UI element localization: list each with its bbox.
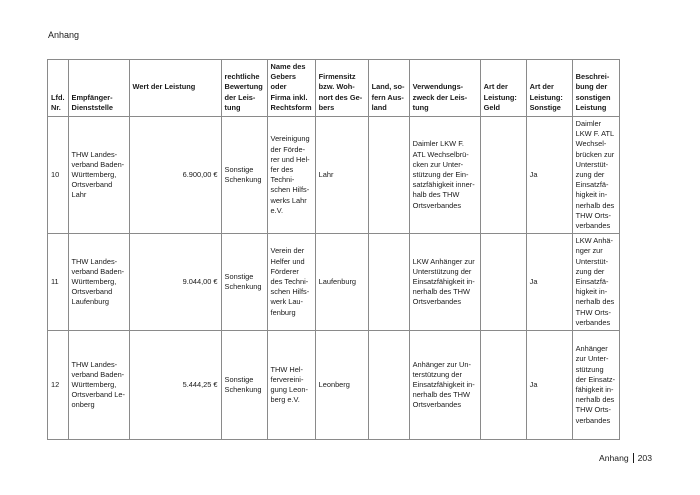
cell-land bbox=[368, 234, 409, 331]
header-art-sonstige: Art der Leistung: Sonstige bbox=[526, 60, 572, 117]
page-footer bbox=[599, 453, 652, 463]
page-header-label: Anhang bbox=[48, 30, 80, 40]
cell-nr: 10 bbox=[48, 117, 69, 234]
header-land: Land, so- fern Aus- land bbox=[368, 60, 409, 117]
header-wert: Wert der Leistung bbox=[129, 60, 221, 117]
cell-land bbox=[368, 117, 409, 234]
table-row bbox=[48, 234, 620, 331]
cell-zweck: Anhänger zur Un- terstützung der Einsatzfähigkeit in- nerhalb des THW Ortsverbandes bbox=[409, 331, 480, 440]
cell-zweck: Daimler LKW F. ATL Wechselbrü- cken zur Unter- stützung der Ein- satzfähigkeit inner- halb des THW Ortsverbandes bbox=[409, 117, 480, 234]
cell-geber: THW Hel- fervereini- gung Leon- berg e.V. bbox=[267, 331, 315, 440]
header-empfaenger: Empfänger- Dienststelle bbox=[68, 60, 129, 117]
donations-table bbox=[47, 59, 620, 440]
header-lfd-nr: Lfd. Nr. bbox=[48, 60, 69, 117]
header-beschreibung: Beschrei- bung der sonstigen Leistung bbox=[572, 60, 619, 117]
header-bewertung: rechtliche Bewertung der Leis- tung bbox=[221, 60, 267, 117]
table-header-row bbox=[48, 60, 620, 117]
cell-beschreibung: Daimler LKW F. ATL Wechsel- brücken zur Unterstüt- zung der Einsatzfä- higkeit in- nerhalb des THW Orts- verbandes bbox=[572, 117, 619, 234]
cell-beschreibung: LKW Anhä- nger zur Unterstüt- zung der Einsatzfä- higkeit in- nerhalb des THW Orts- verbandes bbox=[572, 234, 619, 331]
cell-geld bbox=[480, 331, 526, 440]
cell-land bbox=[368, 331, 409, 440]
page-number: 203 bbox=[637, 453, 652, 463]
cell-nr: 12 bbox=[48, 331, 69, 440]
cell-nr: 11 bbox=[48, 234, 69, 331]
cell-bewertung: Sonstige Schenkung bbox=[221, 331, 267, 440]
cell-wert: 6.900,00 € bbox=[129, 117, 221, 234]
cell-geld bbox=[480, 117, 526, 234]
cell-geber: Verein der Helfer und Förderer des Techni- schen Hilfs- werk Lau- fenburg bbox=[267, 234, 315, 331]
cell-sitz: Lahr bbox=[315, 117, 368, 234]
cell-bewertung: Sonstige Schenkung bbox=[221, 117, 267, 234]
cell-sonstige: Ja bbox=[526, 234, 572, 331]
header-art-geld: Art der Leistung: Geld bbox=[480, 60, 526, 117]
header-geber: Name des Gebers oder Firma inkl. Rechtsform bbox=[267, 60, 315, 117]
cell-sitz: Leonberg bbox=[315, 331, 368, 440]
table-row bbox=[48, 117, 620, 234]
cell-zweck: LKW Anhänger zur Unterstützung der Einsatzfähigkeit in- nerhalb des THW Ortsverbandes bbox=[409, 234, 480, 331]
cell-empfaenger: THW Landes- verband Baden- Württemberg, Ortsverband Laufenburg bbox=[68, 234, 129, 331]
header-zweck: Verwendungs- zweck der Leis- tung bbox=[409, 60, 480, 117]
cell-empfaenger: THW Landes- verband Baden- Württemberg, Ortsverband Le- onberg bbox=[68, 331, 129, 440]
footer-separator bbox=[633, 453, 634, 463]
cell-sonstige: Ja bbox=[526, 331, 572, 440]
cell-geld bbox=[480, 234, 526, 331]
table-row bbox=[48, 331, 620, 440]
footer-section-label: Anhang bbox=[599, 453, 629, 463]
cell-sonstige: Ja bbox=[526, 117, 572, 234]
cell-geber: Vereinigung der Förde- rer und Hel- fer des Techni- schen Hilfs- werks Lahr e.V. bbox=[267, 117, 315, 234]
cell-empfaenger: THW Landes- verband Baden- Württemberg, Ortsverband Lahr bbox=[68, 117, 129, 234]
cell-sitz: Laufenburg bbox=[315, 234, 368, 331]
cell-bewertung: Sonstige Schenkung bbox=[221, 234, 267, 331]
cell-beschreibung: Anhänger zur Unter- stützung der Einsatz- fähigkeit in- nerhalb des THW Orts- verbandes bbox=[572, 331, 619, 440]
header-firmensitz: Firmensitz bzw. Woh- nort des Ge- bers bbox=[315, 60, 368, 117]
cell-wert: 9.044,00 € bbox=[129, 234, 221, 331]
cell-wert: 5.444,25 € bbox=[129, 331, 221, 440]
